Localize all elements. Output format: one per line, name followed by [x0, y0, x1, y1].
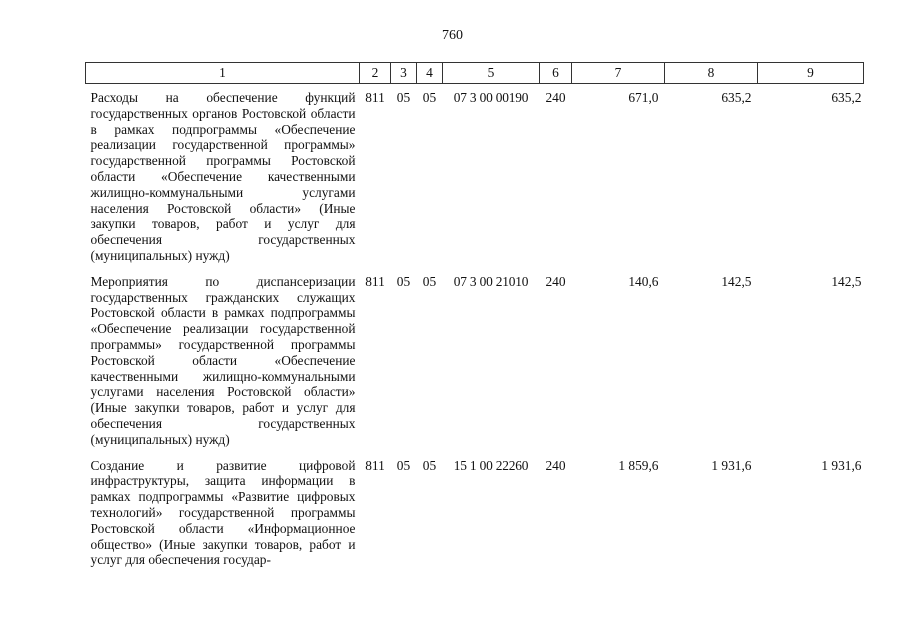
table-row: [86, 268, 864, 452]
header-col-target-article: 5: [443, 63, 540, 84]
budget-table: [85, 62, 864, 572]
row-target-article-cell: 07 3 00 21010: [453, 273, 529, 289]
table-row: [86, 452, 864, 573]
row-amount-3-cell: 1 931,6: [821, 457, 862, 473]
table-body: [86, 84, 864, 573]
row-amount-2-cell: 1 931,6: [711, 457, 752, 473]
row-ministry-cell: 811: [365, 457, 385, 473]
row-amount-1-cell: 140,6: [628, 273, 659, 289]
page-number: 760: [442, 28, 463, 43]
header-col-ministry: 2: [360, 63, 391, 84]
row-expense-type-cell: 240: [545, 273, 566, 289]
row-section-cell: 05: [396, 273, 411, 289]
row-target-article-cell: 15 1 00 22260: [453, 457, 529, 473]
header-col-amount-1: 7: [572, 63, 665, 84]
row-amount-3-cell: 142,5: [831, 273, 862, 289]
row-section-cell: 05: [396, 457, 411, 473]
row-amount-2-cell: 635,2: [721, 90, 752, 105]
row-section-cell: 05: [396, 90, 411, 105]
row-subsection-cell: 05: [422, 273, 437, 289]
row-amount-1-cell: 1 859,6: [618, 457, 659, 473]
row-amount-1-cell: 671,0: [628, 90, 659, 105]
row-name-cell: Мероприятия по диспансеризации государственных гражданских служащих Ростовской области в рамках подпрограммы «Обеспечение реализации государственной программы» государственной программы Ростовской области «Обеспечение качественными жилищно-коммунальными услугами населения Ростовской области» (Иные закупки товаров, работ и услуг для обеспечения государственных (муниципальных) нужд): [90, 273, 356, 447]
row-name-cell: Расходы на обеспечение функций государственных органов Ростовской области в рамках подпрограммы «Обеспечение реализации государственной программы» государственной программы Ростовской области «Обеспечение качественными жилищно-коммунальными услугами населения Ростовской области» (Иные закупки товаров, работ и услуг для обеспечения государственных (муниципальных) нужд): [90, 90, 356, 263]
table-row: [86, 84, 864, 268]
header-col-expense-type: 6: [540, 63, 572, 84]
row-subsection-cell: 05: [422, 457, 437, 473]
row-amount-2-cell: 142,5: [721, 273, 752, 289]
row-ministry-cell: 811: [365, 273, 385, 289]
row-expense-type-cell: 240: [545, 90, 566, 105]
header-col-amount-3: 9: [758, 63, 864, 84]
table-header: [86, 63, 864, 84]
header-col-name: 1: [86, 63, 360, 84]
header-col-amount-2: 8: [665, 63, 758, 84]
row-subsection-cell: 05: [422, 90, 437, 105]
header-row: [86, 63, 864, 84]
row-amount-3-cell: 635,2: [831, 90, 862, 105]
row-target-article-cell: 07 3 00 00190: [453, 90, 529, 105]
row-ministry-cell: 811: [365, 90, 385, 105]
row-name-cell: Создание и развитие цифровой инфраструктуры, защита информации в рамках подпрограммы «Развитие цифровых технологий» государственной программы Ростовской области «Информационное общество» (Иные закупки товаров, работ и услуг для обеспечения государ-: [90, 457, 356, 568]
header-col-subsection: 4: [417, 63, 443, 84]
row-expense-type-cell: 240: [545, 457, 566, 473]
header-col-section: 3: [391, 63, 417, 84]
